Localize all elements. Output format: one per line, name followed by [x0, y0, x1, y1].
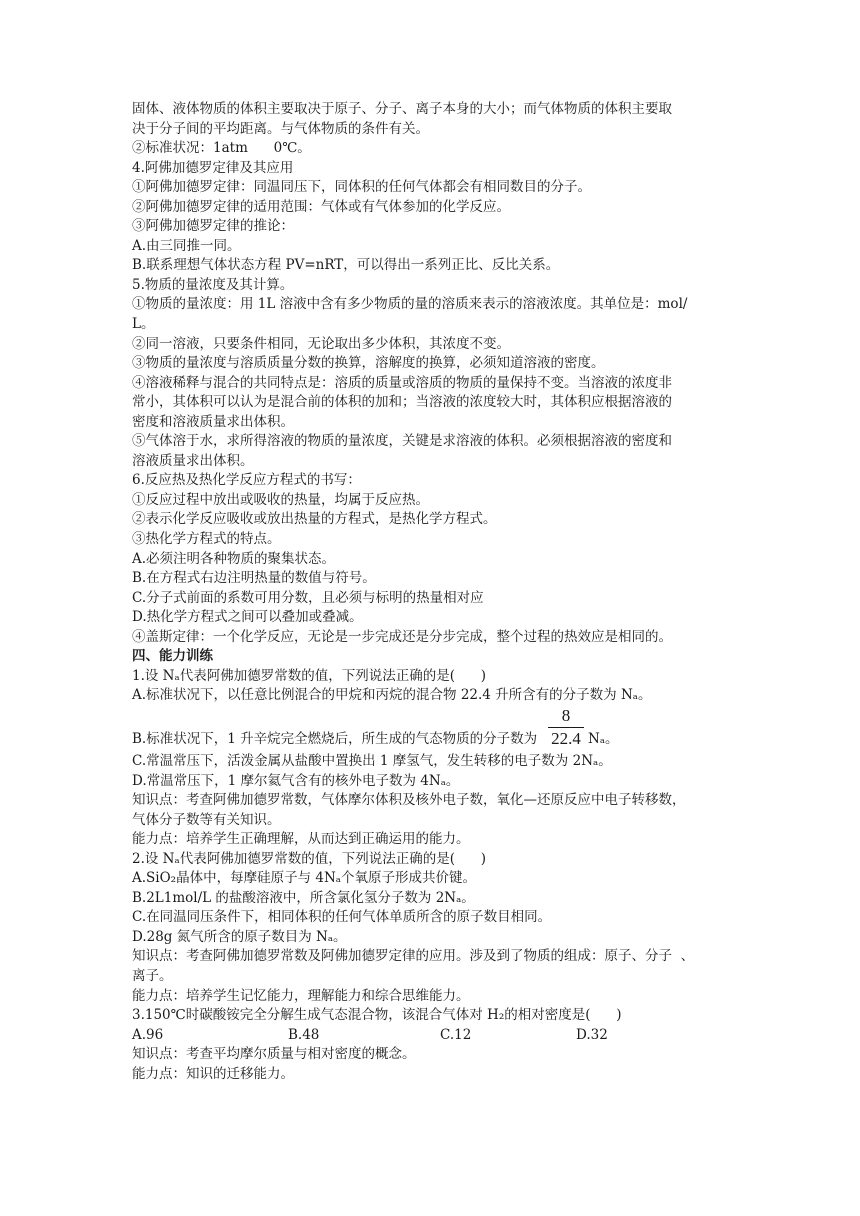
question-stem: 1.设 Nₐ代表阿佛加德罗常数的值，下列说法正确的是( ) [132, 667, 486, 684]
knowledge-point: 知识点：考查阿佛加德罗常数及阿佛加德罗定律的应用。涉及到了物质的组成：原子、分子 、 [132, 948, 695, 965]
options-row [132, 1026, 732, 1046]
option-d: D.常温常压下，1 摩尔氦气含有的核外电子数为 4Nₐ。 [132, 772, 460, 789]
text-line: A.由三同推一同。 [132, 237, 241, 254]
option-b-with-fraction [132, 706, 732, 752]
text-line: ②表示化学反应吸收或放出热量的方程式，是热化学方程式。 [132, 511, 497, 528]
text-line: L。 [132, 316, 155, 333]
question-1 [132, 667, 732, 850]
fraction-tail: Nₐ。 [588, 730, 619, 747]
ability-point: 能力点：培养学生正确理解，从而达到正确运用的能力。 [132, 831, 470, 848]
option-a: A.标准状况下，以任意比例混合的甲烷和丙烷的混合物 22.4 升所含有的分子数为 Nₐ。 [132, 687, 652, 704]
text-line: ②同一溶液，只要条件相同，无论取出多少体积，其浓度不变。 [132, 335, 510, 352]
text-line: 6.反应热及热化学反应方程式的书写： [132, 472, 361, 489]
text-line: 5.物质的量浓度及其计算。 [132, 276, 294, 293]
text-line: C.分子式前面的系数可用分数，且必须与标明的热量相对应 [132, 589, 484, 606]
text-line: ①反应过程中放出或吸收的热量，均属于反应热。 [132, 491, 429, 508]
text-line: ③物质的量浓度与溶质质量分数的换算，溶解度的换算，必须知道溶液的密度。 [132, 355, 605, 372]
question-2 [132, 850, 732, 1006]
option-d: D.28g 氮气所含的原子数目为 Nₐ。 [132, 928, 347, 945]
question-3 [132, 1006, 732, 1084]
document-page [132, 100, 732, 1084]
option-c: C.常温常压下，活泼金属从盐酸中置换出 1 摩氢气，发生转移的电子数为 2Nₐ。 [132, 752, 612, 769]
text-line: B.在方程式右边注明热量的数值与符号。 [132, 570, 376, 587]
text-line: 常小，其体积可以认为是混合前的体积的加和；当溶液的浓度较大时，其体积应根据溶液的 [132, 394, 672, 411]
option-d: D.32 [576, 1026, 608, 1043]
text-line: A.必须注明各种物质的聚集状态。 [132, 550, 336, 567]
option-b: B.48 [288, 1026, 320, 1043]
knowledge-point-cont: 离子。 [132, 967, 173, 984]
option-c: C.在同温同压条件下，相同体积的任何气体单质所含的原子数目相同。 [132, 909, 552, 926]
section-heading: 四、能力训练 [132, 648, 213, 665]
fraction-numerator: 8 [548, 706, 584, 728]
text-line: ③热化学方程式的特点。 [132, 531, 281, 548]
text-line: 溶液质量求出体积。 [132, 452, 254, 469]
question-stem: 3.150℃时碳酸铵完全分解生成气态混合物，该混合气体对 H₂的相对密度是( ) [132, 1007, 622, 1024]
option-a: A.96 [132, 1026, 164, 1043]
fraction-denominator: 22.4 [551, 728, 581, 748]
knowledge-point: 知识点：考查平均摩尔质量与相对密度的概念。 [132, 1046, 416, 1063]
text-line: ④盖斯定律：一个化学反应，无论是一步完成还是分步完成，整个过程的热效应是相同的。 [132, 628, 672, 645]
text-line: ②阿佛加德罗定律的适用范围：气体或有气体参加的化学反应。 [132, 198, 510, 215]
text-line: ①阿佛加德罗定律：同温同压下，同体积的任何气体都会有相同数目的分子。 [132, 179, 591, 196]
option-c: C.12 [440, 1026, 472, 1043]
ability-point: 能力点：培养学生记忆能力，理解能力和综合思维能力。 [132, 987, 470, 1004]
text-line: 固体、液体物质的体积主要取决于原子、分子、离子本身的大小；而气体物质的体积主要取 [132, 101, 672, 117]
intro-block [132, 100, 732, 647]
text-line: 决于分子间的平均距离。与气体物质的条件有关。 [132, 120, 429, 137]
option-a: A.SiO₂晶体中，每摩硅原子与 4Nₐ个氧原子形成共价键。 [132, 870, 476, 887]
text-line: 4.阿佛加德罗定律及其应用 [132, 159, 294, 176]
text-line: ④溶液稀释与混合的共同特点是：溶质的质量或溶质的物质的量保持不变。当溶液的浓度非 [132, 374, 672, 391]
text-line: ①物质的量浓度：用 1L 溶液中含有多少物质的量的溶质来表示的溶液浓度。其单位是：mol/ [132, 296, 688, 313]
text-line: ③阿佛加德罗定律的推论： [132, 218, 294, 235]
option-b-text: B.标准状况下，1 升辛烷完全燃烧后，所生成的气态物质的分子数为 [132, 730, 538, 747]
text-line: ⑤气体溶于水，求所得溶液的物质的量浓度，关键是求溶液的体积。必须根据溶液的密度和 [132, 433, 672, 450]
knowledge-point-cont: 气体分子数等有关知识。 [132, 811, 281, 828]
text-line: D.热化学方程式之间可以叠加或叠减。 [132, 609, 363, 626]
text-line: 密度和溶液质量求出体积。 [132, 413, 294, 430]
fraction [548, 706, 584, 749]
option-b: B.2L1mol/L 的盐酸溶液中，所含氯化氢分子数为 2Nₐ。 [132, 889, 475, 906]
text-line: B.联系理想气体状态方程 PV=nRT，可以得出一系列正比、反比关系。 [132, 257, 560, 274]
question-stem: 2.设 Nₐ代表阿佛加德罗常数的值，下列说法正确的是( ) [132, 850, 486, 867]
knowledge-point: 知识点：考查阿佛加德罗常数，气体摩尔体积及核外电子数，氧化—还原反应中电子转移数， [132, 792, 686, 809]
ability-point: 能力点：知识的迁移能力。 [132, 1065, 294, 1082]
text-line: ②标准状况：1atm 0℃。 [132, 140, 311, 157]
